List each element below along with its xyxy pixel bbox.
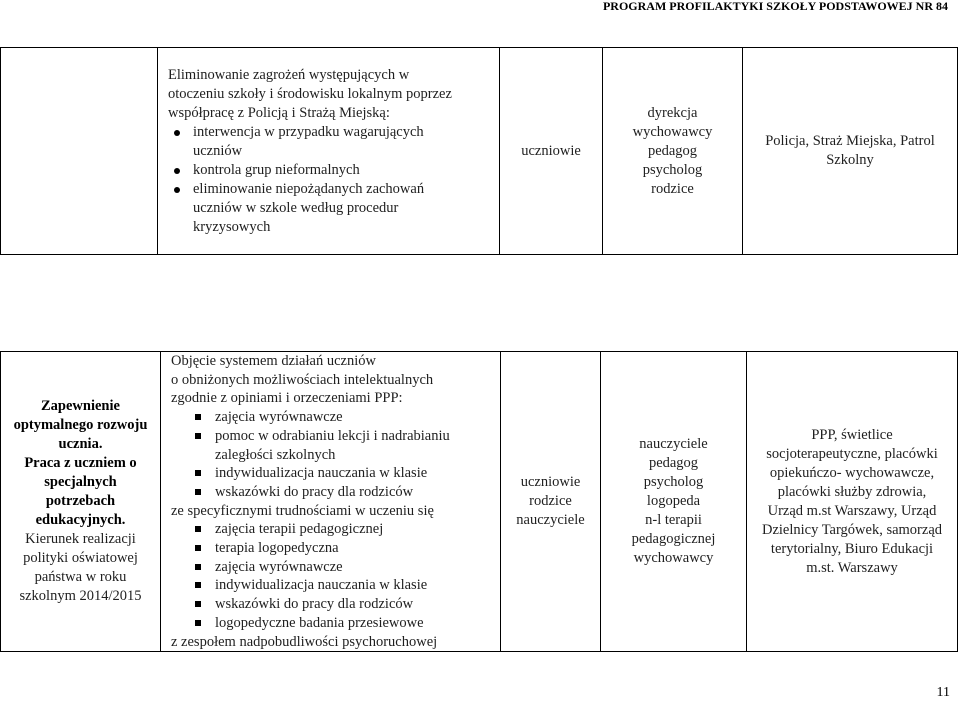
list-item	[171, 408, 494, 427]
page-header: PROGRAM PROFILAKTYKI SZKOŁY PODSTAWOWEJ NR 84	[602, 0, 948, 13]
list-item-text: kryzysowych	[193, 218, 271, 235]
partner-line: Policja, Straż Miejska, Patrol	[765, 133, 935, 149]
list-item-text: logopedyczne badania przesiewowe	[215, 614, 424, 631]
responsible-line: rodzice	[651, 180, 694, 197]
list-item	[171, 576, 494, 595]
goal-bold-line: Praca z uczniem o	[24, 455, 137, 472]
responsible-line: nauczyciele	[639, 436, 708, 453]
activity-intro-line: Eliminowanie zagrożeń występujących w	[168, 66, 410, 83]
partner-line: socjoterapeutyczne, placówki	[766, 445, 938, 462]
list-item	[171, 614, 494, 633]
responsible-line: logopeda	[646, 493, 701, 510]
list-item	[171, 427, 494, 464]
list-item	[168, 123, 493, 161]
partner-line: terytorialny, Biuro Edukacji	[770, 540, 934, 557]
recipient-line: uczniowie	[521, 142, 581, 159]
list-item-text: zajęcia wyrównawcze	[215, 409, 343, 426]
goal-cell	[1, 352, 161, 652]
list-item	[171, 558, 494, 577]
responsible-line: pedagog	[647, 142, 698, 159]
partner-line: PPP, świetlice	[811, 426, 893, 443]
recipients-cell	[500, 48, 603, 255]
table-row	[1, 352, 958, 652]
goal-bold-line: Zapewnienie	[41, 398, 120, 415]
activity-intro-line: współpracę z Policją i Strażą Miejską:	[168, 104, 390, 121]
goal-line: państwa w roku	[34, 569, 127, 586]
activity-intro-line: otoczeniu szkoły i środowisku lokalnym poprzez	[168, 85, 452, 102]
list-item-text: wskazówki do pracy dla rodziców	[215, 483, 414, 500]
list-item	[171, 520, 494, 539]
responsible-line: pedagogicznej	[631, 531, 716, 548]
activity-intro-line: zgodnie z opiniami i orzeczeniami PPP:	[171, 390, 403, 407]
responsible-line: wychowawcy	[633, 550, 714, 567]
partner-line: Urząd m.st Warszawy, Urząd	[767, 502, 937, 519]
goal-bold-line: edukacyjnych.	[35, 512, 126, 529]
list-item-text: zaległości szkolnych	[215, 446, 336, 463]
goal-bold-line: ucznia.	[58, 436, 103, 453]
list-item-text: terapia logopedyczna	[215, 540, 339, 557]
table-special-needs	[0, 351, 958, 652]
list-item-text: zajęcia terapii pedagogicznej	[215, 521, 384, 538]
goal-bold-line: specjalnych	[44, 474, 117, 491]
responsible-line: wychowawcy	[632, 123, 713, 140]
partner-line: m.st. Warszawy	[806, 559, 898, 576]
goal-line: szkolnym 2014/2015	[19, 588, 142, 605]
list-item	[171, 464, 494, 483]
goal-bold-line: optymalnego rozwoju	[13, 417, 148, 434]
activity-cell	[161, 352, 501, 652]
list-item	[168, 161, 493, 180]
table-row	[1, 48, 958, 255]
responsible-line: pedagog	[648, 455, 699, 472]
list-item	[171, 539, 494, 558]
activity-bullet-list	[168, 123, 493, 237]
responsible-line: n-l terapii	[645, 512, 702, 529]
activity-middle-line: ze specyficznymi trudnościami w uczeniu się	[171, 502, 434, 519]
recipients-cell	[501, 352, 601, 652]
goal-line: Kierunek realizacji	[25, 531, 136, 548]
responsible-cell	[603, 48, 743, 255]
partner-line: Szkolny	[826, 152, 874, 168]
list-item-text: interwencja w przypadku wagarujących	[193, 123, 424, 140]
partners-cell	[747, 352, 958, 652]
responsible-line: psycholog	[642, 161, 703, 178]
partner-line: placówki służby zdrowia,	[777, 483, 927, 500]
list-item-text: wskazówki do pracy dla rodziców	[215, 596, 414, 613]
goal-line: polityki oświatowej	[23, 550, 138, 567]
recipient-line: rodzice	[529, 493, 572, 510]
goal-bold-line: potrzebach	[45, 493, 116, 510]
activity-outro-line: z zespołem nadpobudliwości psychoruchowej	[171, 633, 438, 650]
list-item-text: uczniów w szkole według procedur	[193, 199, 399, 216]
activity-square-list	[171, 520, 494, 632]
goal-cell	[1, 48, 158, 255]
activity-intro-line: o obniżonych możliwościach intelektualnych	[171, 371, 434, 388]
list-item-text: indywidualizacja nauczania w klasie	[215, 465, 428, 482]
recipient-line: uczniowie	[520, 474, 581, 491]
list-item	[171, 483, 494, 502]
list-item-text: pomoc w odrabianiu lekcji i nadrabianiu	[215, 427, 450, 444]
activity-square-list	[171, 408, 494, 502]
partners-cell	[743, 48, 958, 255]
list-item-text: eliminowanie niepożądanych zachowań	[193, 180, 425, 197]
activity-intro-line: Objęcie systemem działań uczniów	[171, 353, 376, 369]
table-ngo-cooperation	[0, 47, 958, 255]
list-item-text: indywidualizacja nauczania w klasie	[215, 577, 428, 594]
list-item-text: zajęcia wyrównawcze	[215, 558, 343, 575]
list-item-text: kontrola grup nieformalnych	[193, 161, 360, 178]
partner-line: Dzielnicy Targówek, samorząd	[761, 521, 943, 538]
page-number: 11	[936, 685, 950, 700]
recipient-line: nauczyciele	[516, 512, 585, 529]
list-item	[171, 595, 494, 614]
responsible-line: dyrekcja	[647, 104, 698, 121]
activity-cell	[158, 48, 500, 255]
list-item	[168, 180, 493, 237]
responsible-cell	[601, 352, 747, 652]
partner-line: opiekuńczo- wychowawcze,	[769, 464, 935, 481]
responsible-line: psycholog	[643, 474, 704, 491]
list-item-text: uczniów	[193, 142, 243, 159]
